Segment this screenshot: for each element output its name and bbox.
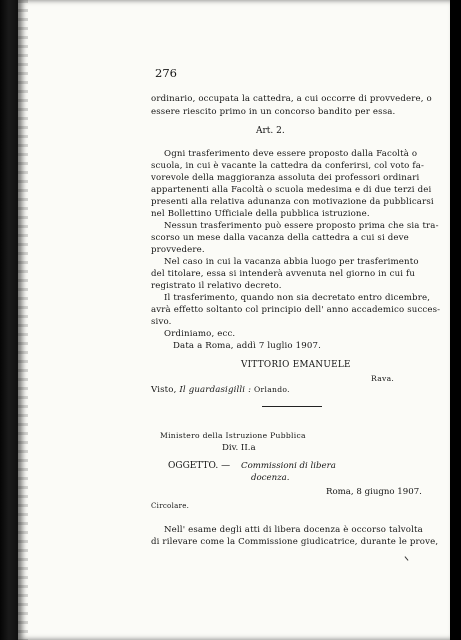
body-line-10: scorso un mese dalla vacanza della cattedra a cui si deve	[151, 233, 409, 243]
section-divider	[262, 406, 322, 407]
subject-label: OGGETTO. —	[168, 461, 231, 471]
signature-minister: Rava.	[371, 374, 395, 383]
body-line-14: registrato il relativo decreto.	[151, 281, 282, 291]
circular-line-2: di rilevare come la Commissione giudicatrice, durante le prove,	[151, 537, 439, 547]
body-line-17: sivo.	[151, 317, 172, 327]
signature-king: VITTORIO EMANUELE	[241, 360, 351, 370]
page-number: 276	[155, 66, 177, 80]
subject-text-1: Commissioni di libera	[241, 461, 336, 471]
body-line-1: ordinario, occupata la cattedra, a cui occorre di provvedere, o	[151, 94, 432, 104]
body-line-9: Nessun trasferimento può essere proposto prima che sia tra-	[164, 221, 439, 231]
guardasigilli-label: Il guardasigilli :	[179, 385, 252, 395]
visto-label: Visto,	[151, 385, 177, 395]
body-line-13: del titolare, essa si intenderà avvenuta nel giorno in cui fu	[151, 269, 416, 279]
body-line-6: appartenenti alla Facoltà o scuola medesima e di due terzi dei	[151, 185, 432, 195]
circular-label: Circolare.	[151, 502, 190, 510]
ink-mark	[405, 556, 409, 560]
ministry-heading: Ministero della Istruzione Pubblica	[160, 431, 306, 440]
visto-signature: Orlando.	[254, 385, 290, 394]
body-line-5: vorevole della maggioranza assoluta dei professori ordinari	[151, 173, 420, 183]
date-line: Data a Roma, addì 7 luglio 1907.	[173, 341, 321, 351]
body-line-3: Ogni trasferimento deve essere proposto dalla Facoltà o	[164, 149, 418, 159]
body-line-18: Ordiniamo, ecc.	[164, 329, 236, 339]
subject-text-2: docenza.	[251, 473, 290, 483]
article-heading: Art. 2.	[256, 126, 285, 136]
body-line-7: presenti alla relativa adunanza con motivazione da pubblicarsi	[151, 197, 434, 207]
body-line-15: Il trasferimento, quando non sia decretato entro dicembre,	[164, 293, 431, 303]
division-label: Div. II.a	[222, 443, 256, 453]
body-line-4: scuola, in cui è vacante la cattedra da conferirsi, col voto fa-	[151, 161, 425, 171]
body-line-8: nel Bollettino Ufficiale della pubblica istruzione.	[151, 209, 370, 219]
body-line-11: provvedere.	[151, 245, 205, 255]
body-line-16: avrà effetto soltanto col principio dell' anno accademico succes-	[151, 305, 441, 315]
circular-date: Roma, 8 giugno 1907.	[326, 487, 422, 497]
body-line-12: Nel caso in cui la vacanza abbia luogo per trasferimento	[164, 257, 419, 267]
circular-line-1: Nell' esame degli atti di libera docenza è occorso talvolta	[164, 525, 423, 535]
body-line-2: essere riescito primo in un concorso bandito per essa.	[151, 107, 396, 117]
document-page	[18, 0, 450, 640]
scan-edge-right	[449, 0, 461, 640]
visto-line	[151, 384, 290, 396]
